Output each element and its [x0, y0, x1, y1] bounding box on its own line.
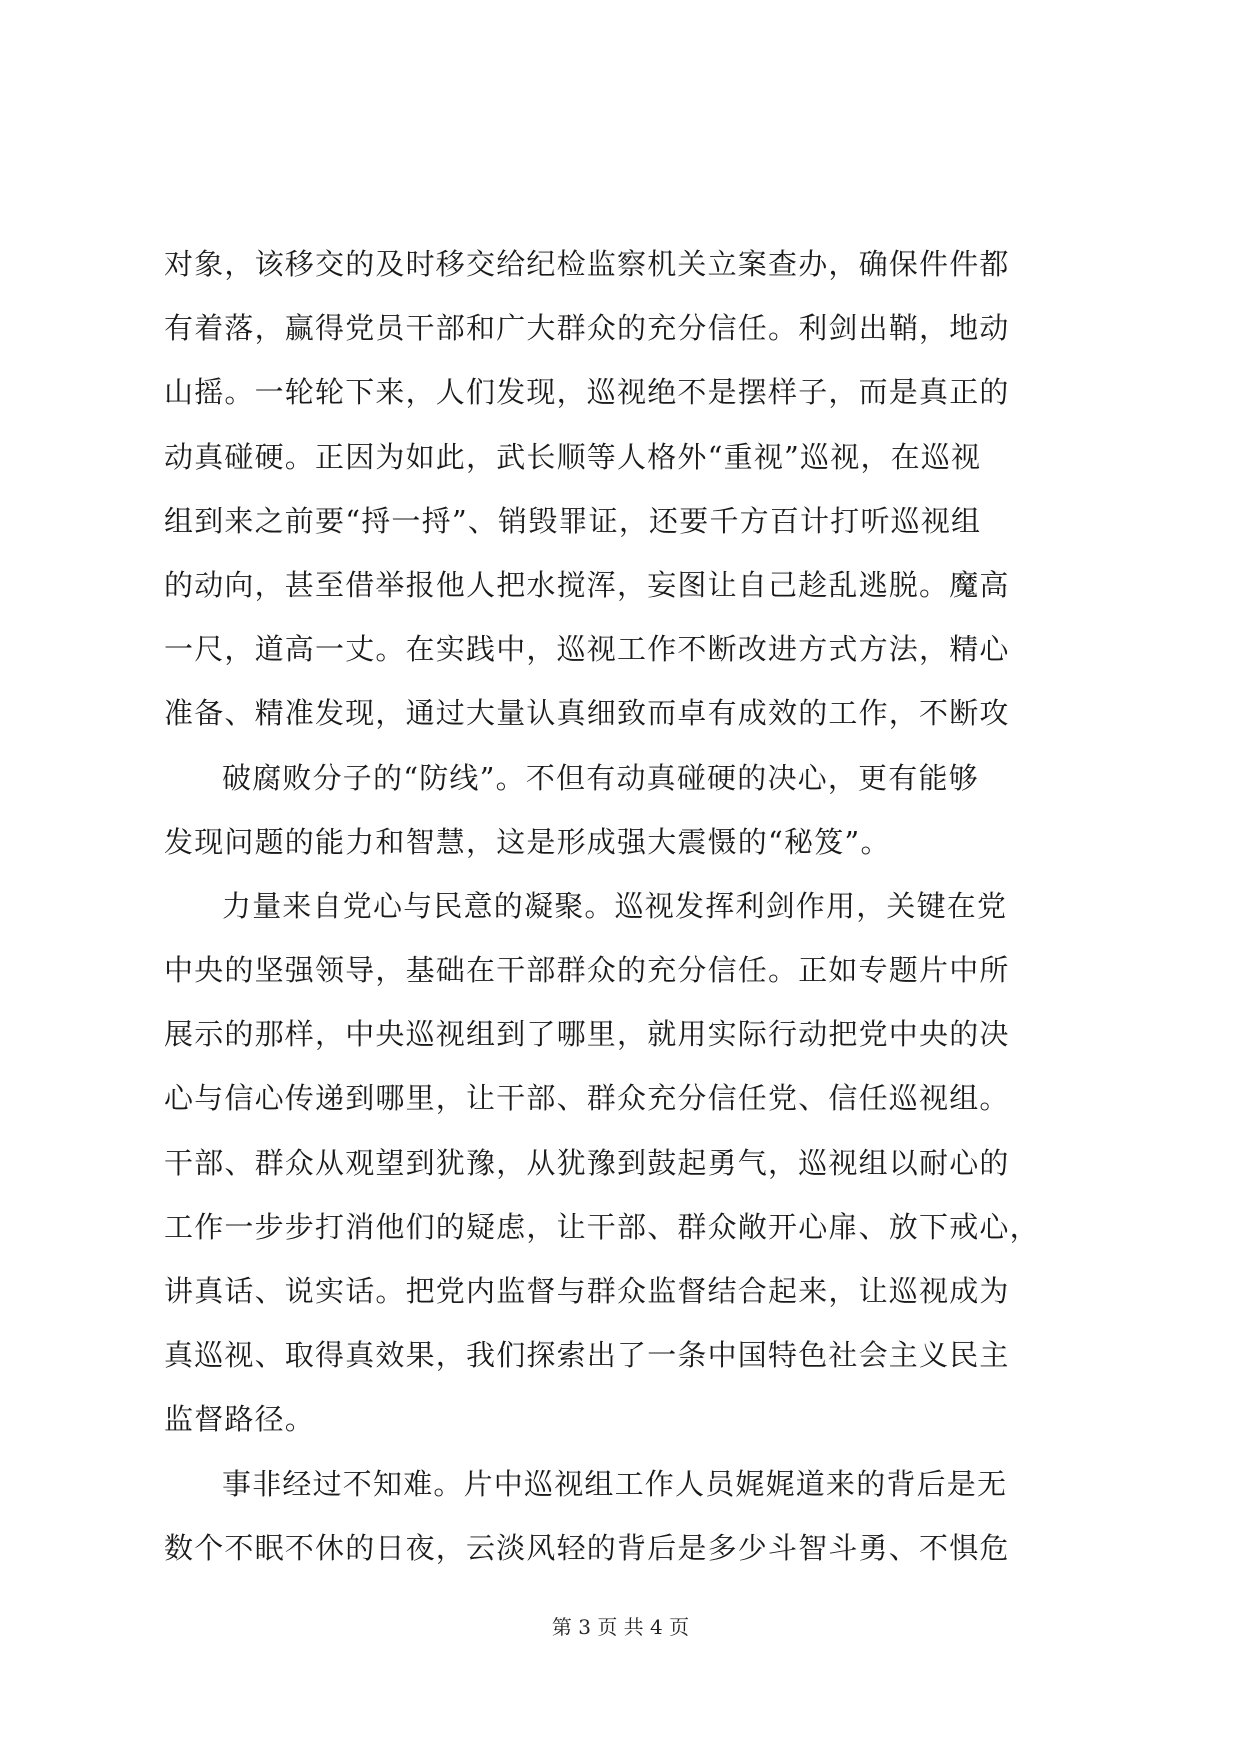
- text-line: 山摇。一轮轮下来，人们发现，巡视绝不是摆样子，而是真正的: [164, 375, 1010, 410]
- text-line: 发现问题的能力和智慧，这是形成强大震慑的“秘笈”。: [164, 824, 891, 859]
- text-line: 中央的坚强领导，基础在干部群众的充分信任。正如专题片中所: [164, 953, 1010, 988]
- page-footer: [0, 1615, 1241, 1639]
- text-line: 的动向，甚至借举报他人把水搅浑，妄图让自己趁乱逃脱。魔高: [164, 567, 1010, 602]
- text-line: 数个不眠不休的日夜，云淡风轻的背后是多少斗智斗勇、不惧危: [164, 1530, 1010, 1565]
- text-line: 干部、群众从观望到犹豫，从犹豫到鼓起勇气，巡视组以耐心的: [164, 1145, 1010, 1180]
- text-line: 动真碰硬。正因为如此，武长顺等人格外“重视”巡视，在巡视: [164, 439, 982, 474]
- text-line: 组到来之前要“捋一捋”、销毁罪证，还要千方百计打听巡视组: [164, 503, 982, 538]
- text-line: 准备、精准发现，通过大量认真细致而卓有成效的工作，不断攻: [164, 696, 1010, 731]
- text-line: 展示的那样，中央巡视组到了哪里，就用实际行动把党中央的决: [164, 1017, 1010, 1052]
- text-line: 力量来自党心与民意的凝聚。巡视发挥利剑作用，关键在党: [222, 888, 1008, 923]
- text-line: 对象，该移交的及时移交给纪检监察机关立案查办，确保件件都: [164, 247, 1010, 281]
- text-line: 一尺，道高一丈。在实践中，巡视工作不断改进方式方法，精心: [164, 632, 1010, 667]
- text-line: 真巡视、取得真效果，我们探索出了一条中国特色社会主义民主: [164, 1338, 1010, 1373]
- text-line: 讲真话、说实话。把党内监督与群众监督结合起来，让巡视成为: [164, 1274, 1010, 1308]
- text-line: 心与信心传递到哪里，让干部、群众充分信任党、信任巡视组。: [164, 1081, 1010, 1116]
- text-line: 监督路径。: [164, 1402, 316, 1437]
- body-text: [164, 232, 1084, 1580]
- text-line: 事非经过不知难。片中巡视组工作人员娓娓道来的背后是无: [222, 1466, 1008, 1501]
- text-line: 工作一步步打消他们的疑虑，让干部、群众敞开心扉、放下戒心，: [164, 1209, 1040, 1244]
- text-line: 破腐败分子的“防线”。不但有动真碰硬的决心，更有能够: [222, 760, 979, 795]
- text-line: 有着落，赢得党员干部和广大群众的充分信任。利剑出鞘，地动: [164, 311, 1010, 346]
- page-number-label: 第 3 页 共 4 页: [551, 1615, 690, 1639]
